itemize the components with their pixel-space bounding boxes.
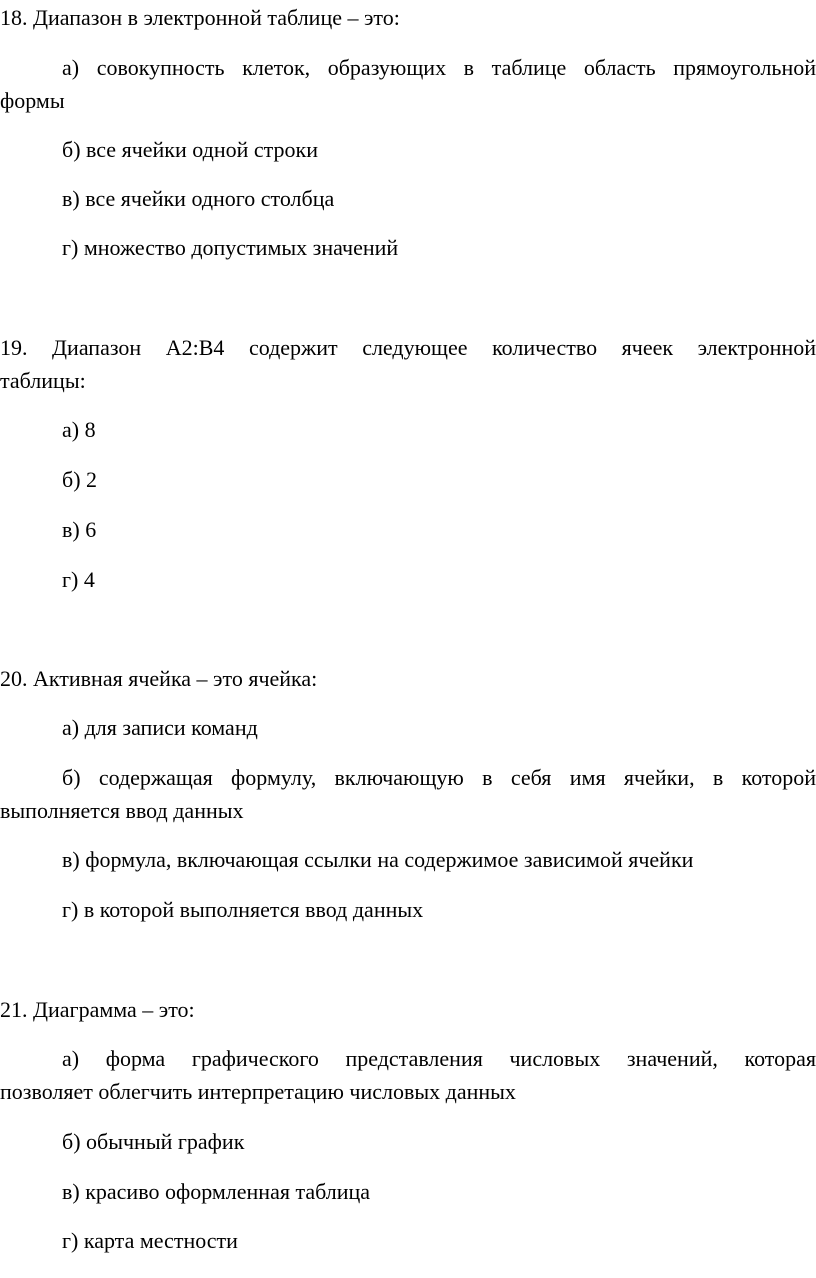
question-19-option-b: б) 2: [62, 467, 98, 492]
question-20-option-b-continued: выполняется ввод данных: [0, 798, 244, 823]
question-21-option-v: в) красиво оформленная таблица: [62, 1179, 371, 1204]
question-21-option-a: а) форма графического представления числовых значений, которая: [62, 1046, 816, 1071]
question-19-text: 19. Диапазон А2:В4 содержит следующее количество ячеек электронной: [0, 335, 816, 360]
question-18-option-a: а) совокупность клеток, образующих в таблице область прямоугольной: [62, 55, 816, 80]
question-21-option-b: б) обычный график: [62, 1129, 245, 1154]
question-20-option-v: в) формула, включающая ссылки на содержимое зависимой ячейки: [62, 847, 694, 872]
question-18-text: 18. Диапазон в электронной таблице – это:: [0, 5, 400, 30]
question-20-option-g: г) в которой выполняется ввод данных: [62, 897, 424, 922]
question-20-option-a: а) для записи команд: [62, 715, 258, 740]
question-18-option-g: г) множество допустимых значений: [62, 235, 399, 260]
question-18-option-a-continued: формы: [0, 88, 65, 113]
question-20-option-b: б) содержащая формулу, включающую в себя имя ячейки, в которой: [62, 765, 816, 790]
question-21-option-g: г) карта местности: [62, 1228, 238, 1253]
question-19-text-continued: таблицы:: [0, 368, 86, 393]
question-20-text: 20. Активная ячейка – это ячейка:: [0, 666, 318, 691]
question-19-option-v: в) 6: [62, 517, 97, 542]
question-21-text: 21. Диаграмма – это:: [0, 997, 195, 1022]
question-19-option-g: г) 4: [62, 567, 95, 592]
question-18-option-b: б) все ячейки одной строки: [62, 137, 318, 162]
question-21-option-a-continued: позволяет облегчить интерпретацию числовых данных: [0, 1079, 516, 1104]
question-19-option-a: а) 8: [62, 417, 96, 442]
question-18-option-v: в) все ячейки одного столбца: [62, 186, 335, 211]
